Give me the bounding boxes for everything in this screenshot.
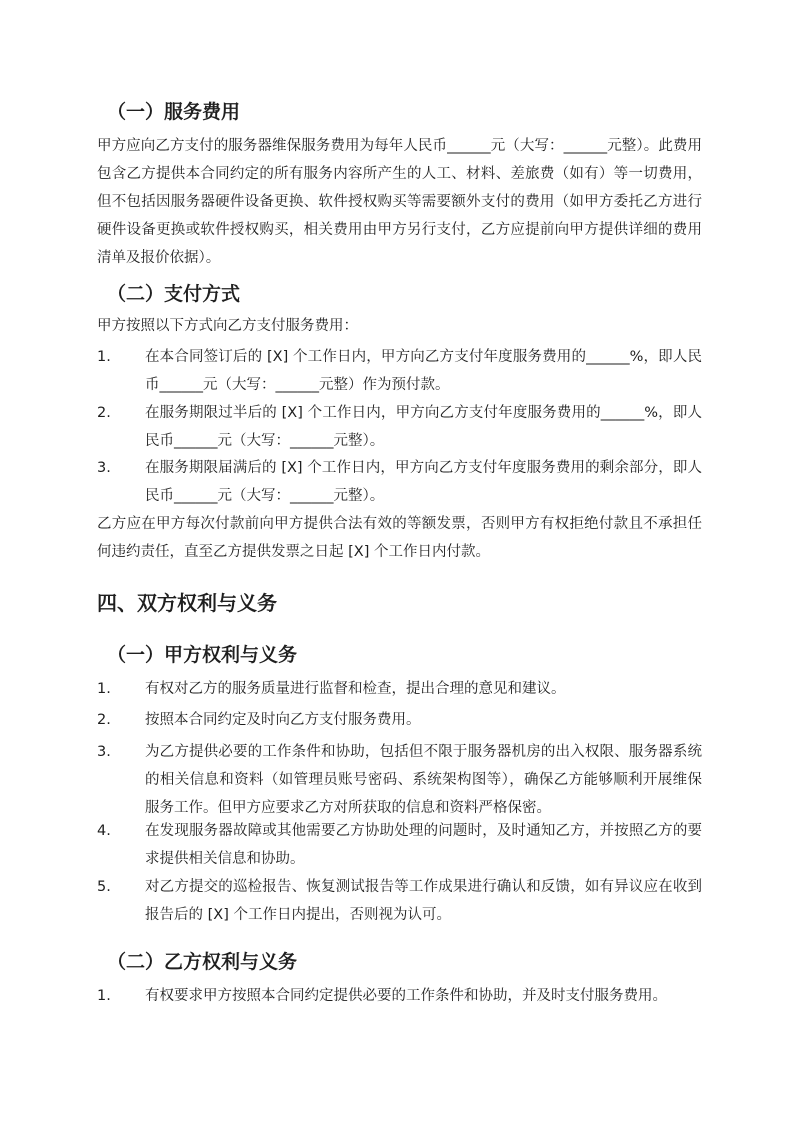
- fee-heading: （一）服务费用: [107, 101, 241, 123]
- list-item: 为乙方提供必要的工作条件和协助，包括但不限于服务器机房的出入权限、服务器系统的相关信息和资料（如管理员账号密码、系统架构图等），确保乙方能够顺利开展维保服务工作。但甲方应要求乙方对所获取的信息和资料严格保密。: [145, 744, 702, 816]
- section-heading: 四、双方权利与义务: [97, 591, 277, 615]
- list-item: 在服务期限过半后的 [X] 个工作日内，甲方向乙方支付年度服务费用的______%，即人民币______元（大写：______元整）。: [145, 405, 702, 449]
- list-number: 3.: [97, 460, 111, 476]
- fee-paragraph: 甲方应向乙方支付的服务器维保服务费用为每年人民币______元（大写：______元整）。此费用包含乙方提供本合同约定的所有服务内容所产生的人工、材料、差旅费（如有）等一切费用，但不包括因服务器硬件设备更换、软件授权购买等需要额外支付的费用（如甲方委托乙方进行硬件设备更换或软件授权购买，相关费用由甲方另行支付，乙方应提前向甲方提供详细的费用清单及报价依据）。: [97, 138, 702, 266]
- payment-note: 乙方应在甲方每次付款前向甲方提供合法有效的等额发票，否则甲方有权拒绝付款且不承担任何违约责任，直至乙方提供发票之日起 [X] 个工作日内付款。: [97, 516, 702, 560]
- list-item: 按照本合同约定及时向乙方支付服务费用。: [145, 712, 421, 728]
- list-item: 对乙方提交的巡检报告、恢复测试报告等工作成果进行确认和反馈，如有异议应在收到报告后的 [X] 个工作日内提出，否则视为认可。: [145, 879, 702, 923]
- party-a-heading: （一）甲方权利与义务: [107, 644, 298, 666]
- list-number: 2.: [97, 712, 111, 728]
- list-item: 在发现服务器故障或其他需要乙方协助处理的问题时，及时通知乙方，并按照乙方的要求提供相关信息和协助。: [145, 823, 702, 867]
- list-number: 1.: [97, 349, 111, 365]
- list-number: 5.: [97, 879, 111, 895]
- list-item: 在服务期限届满后的 [X] 个工作日内，甲方向乙方支付年度服务费用的剩余部分，即人民币______元（大写：______元整）。: [145, 460, 702, 504]
- list-item: 有权对乙方的服务质量进行监督和检查，提出合理的意见和建议。: [145, 681, 566, 697]
- party-b-heading: （二）乙方权利与义务: [107, 951, 298, 973]
- payment-intro: 甲方按照以下方式向乙方支付服务费用：: [97, 318, 358, 334]
- list-number: 1.: [97, 681, 111, 697]
- list-number: 1.: [97, 988, 111, 1004]
- list-number: 3.: [97, 744, 111, 760]
- list-item: 在本合同签订后的 [X] 个工作日内，甲方向乙方支付年度服务费用的______%，即人民币______元（大写：______元整）作为预付款。: [145, 349, 702, 393]
- list-item: 有权要求甲方按照本合同约定提供必要的工作条件和协助，并及时支付服务费用。: [145, 988, 667, 1004]
- list-number: 2.: [97, 405, 111, 421]
- payment-heading: （二）支付方式: [107, 283, 241, 305]
- list-number: 4.: [97, 823, 111, 839]
